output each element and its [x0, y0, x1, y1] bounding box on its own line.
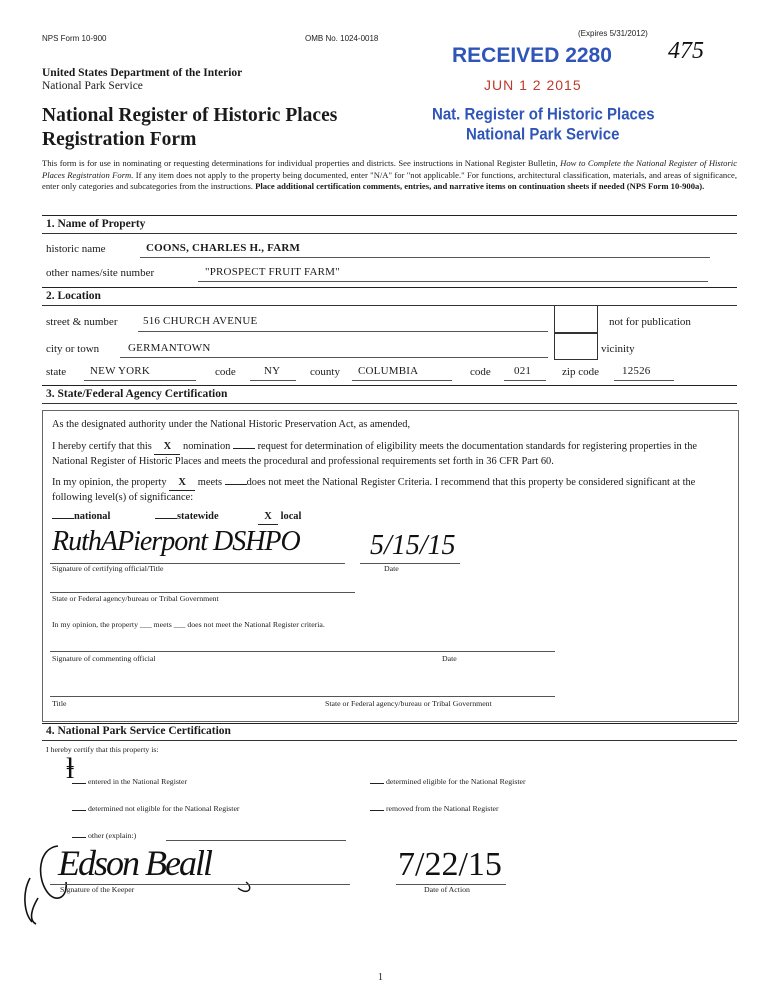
field-underline	[138, 331, 548, 332]
state-code-label: code	[215, 366, 236, 378]
city-label: city or town	[46, 343, 100, 355]
other-names-label: other names/site number	[46, 267, 155, 279]
nomination-check[interactable]: X	[154, 440, 180, 455]
state-label: state	[46, 366, 67, 378]
service-name: National Park Service	[42, 80, 143, 92]
county-code-label: code	[470, 366, 491, 378]
title-line	[50, 696, 555, 697]
does-not-meet-check[interactable]	[225, 484, 247, 485]
commenting-line	[50, 651, 555, 652]
field-underline	[120, 357, 548, 358]
vicinity-checkbox[interactable]	[554, 332, 598, 360]
entered-checkmark: ⱡ	[66, 752, 75, 785]
level-local[interactable]: X local	[258, 510, 301, 525]
keeper-label: Signature of the Keeper	[60, 885, 135, 894]
field-underline	[614, 380, 674, 381]
level-national[interactable]: national	[52, 510, 110, 524]
section-rule	[42, 403, 737, 404]
not-for-publication-label: not for publication	[609, 316, 691, 328]
date-label: Date	[384, 564, 399, 573]
historic-name-label: historic name	[46, 243, 106, 255]
agency-line	[50, 592, 355, 593]
date-line	[360, 563, 460, 564]
zip-field[interactable]: 12526	[622, 365, 651, 377]
received-date-stamp: JUN 1 2 2015	[484, 77, 582, 93]
certify-statement: I hereby certify that this X nomination request for determination of eligibility meets the documentation standards for registering properties in the National Register of Historic Places and meets the procedural and professional requirements set forth in 36 CFR Part 60.	[52, 441, 698, 467]
commenting-date-label: Date	[442, 654, 457, 663]
section4-heading: 4. National Park Service Certification	[46, 725, 231, 737]
form-title-line2: Registration Form	[42, 129, 197, 150]
action-date-label: Date of Action	[424, 885, 470, 894]
agency-label: State or Federal agency/bureau or Tribal Government	[52, 594, 219, 603]
section-rule	[42, 305, 737, 306]
zip-label: zip code	[562, 366, 599, 378]
determined-eligible-option[interactable]: determined eligible for the National Register	[370, 777, 526, 786]
city-field[interactable]: GERMANTOWN	[128, 342, 211, 354]
vicinity-label: vicinity	[601, 343, 635, 355]
section-rule	[42, 385, 737, 386]
received-stamp: RECEIVED 2280	[452, 44, 612, 67]
opinion-statement: In my opinion, the property X meets does not meet the National Register Criteria. I recommend that this property be considered significant at the following level(s) of significance:	[52, 477, 696, 503]
field-underline	[352, 380, 452, 381]
removed-option[interactable]: removed from the National Register	[370, 804, 499, 813]
street-label: street & number	[46, 316, 118, 328]
handwritten-number: 475	[668, 38, 704, 64]
title-label: Title	[52, 699, 67, 708]
keeper-certify-statement: I hereby certify that this property is:	[46, 745, 159, 754]
other-option[interactable]: other (explain:)	[72, 831, 136, 840]
state-field[interactable]: NEW YORK	[90, 365, 150, 377]
stamp-nps-line: National Park Service	[466, 125, 620, 144]
not-for-publication-checkbox[interactable]	[554, 305, 598, 334]
certifying-date: 5/15/15	[370, 530, 456, 561]
commenting-label: Signature of commenting official	[52, 654, 156, 663]
entered-option[interactable]: entered in the National Register	[72, 777, 187, 786]
section-rule	[42, 723, 737, 724]
stamp-register-line: Nat. Register of Historic Places	[432, 105, 655, 124]
section-rule	[42, 233, 737, 234]
state-code-field[interactable]: NY	[264, 365, 281, 377]
request-check[interactable]	[233, 448, 255, 449]
meets-check[interactable]: X	[169, 476, 195, 491]
department-name: United States Department of the Interior	[42, 67, 243, 79]
action-date: 7/22/15	[398, 846, 502, 883]
county-label: county	[310, 366, 340, 378]
field-underline	[250, 380, 296, 381]
street-field[interactable]: 516 CHURCH AVENUE	[143, 315, 258, 327]
section1-heading: 1. Name of Property	[46, 218, 146, 230]
form-number: NPS Form 10-900	[42, 34, 107, 43]
keeper-signature: Edson Beall	[58, 843, 211, 883]
certifying-signature: RuthAPierpont DSHPO	[52, 526, 300, 557]
level-statewide[interactable]: statewide	[155, 510, 219, 524]
authority-statement: As the designated authority under the National Historic Preservation Act, as amended,	[52, 419, 411, 430]
agency-label-2: State or Federal agency/bureau or Tribal Government	[325, 699, 492, 708]
field-underline	[504, 380, 546, 381]
expiration-date: (Expires 5/31/2012)	[578, 29, 648, 38]
signature-label: Signature of certifying official/Title	[52, 564, 164, 573]
section-rule	[42, 215, 737, 216]
historic-name-field[interactable]: COONS, CHARLES H., FARM	[146, 242, 301, 254]
intro-paragraph: This form is for use in nominating or requesting determinations for individual properties and districts. See instructions in National Register Bulletin, How to Complete the National Register of Historic Places Registration Form. If any item does not apply to the property being documented, enter "N/A" for "not applicable." For functions, architectural classification, materials, and areas of significance, enter only categories and subcategories from the instructions. Place additional certification comments, entries, and narrative items on continuation sheets if needed (NPS Form 10-900a).	[42, 158, 738, 191]
field-underline	[198, 281, 708, 282]
field-underline	[140, 257, 710, 258]
section2-heading: 2. Location	[46, 290, 101, 302]
comment-opinion: In my opinion, the property ___ meets ___ does not meet the National Register criteria.	[52, 620, 325, 629]
section-rule	[42, 740, 737, 741]
page-number: 1	[378, 972, 383, 983]
form-title-line1: National Register of Historic Places	[42, 105, 338, 126]
county-code-field[interactable]: 021	[514, 365, 532, 377]
other-names-field[interactable]: "PROSPECT FRUIT FARM"	[205, 266, 340, 278]
section-rule	[42, 287, 737, 288]
not-eligible-option[interactable]: determined not eligible for the National Register	[72, 804, 240, 813]
county-field[interactable]: COLUMBIA	[358, 365, 419, 377]
field-underline	[84, 380, 196, 381]
section3-heading: 3. State/Federal Agency Certification	[46, 388, 228, 400]
omb-number: OMB No. 1024-0018	[305, 34, 379, 43]
